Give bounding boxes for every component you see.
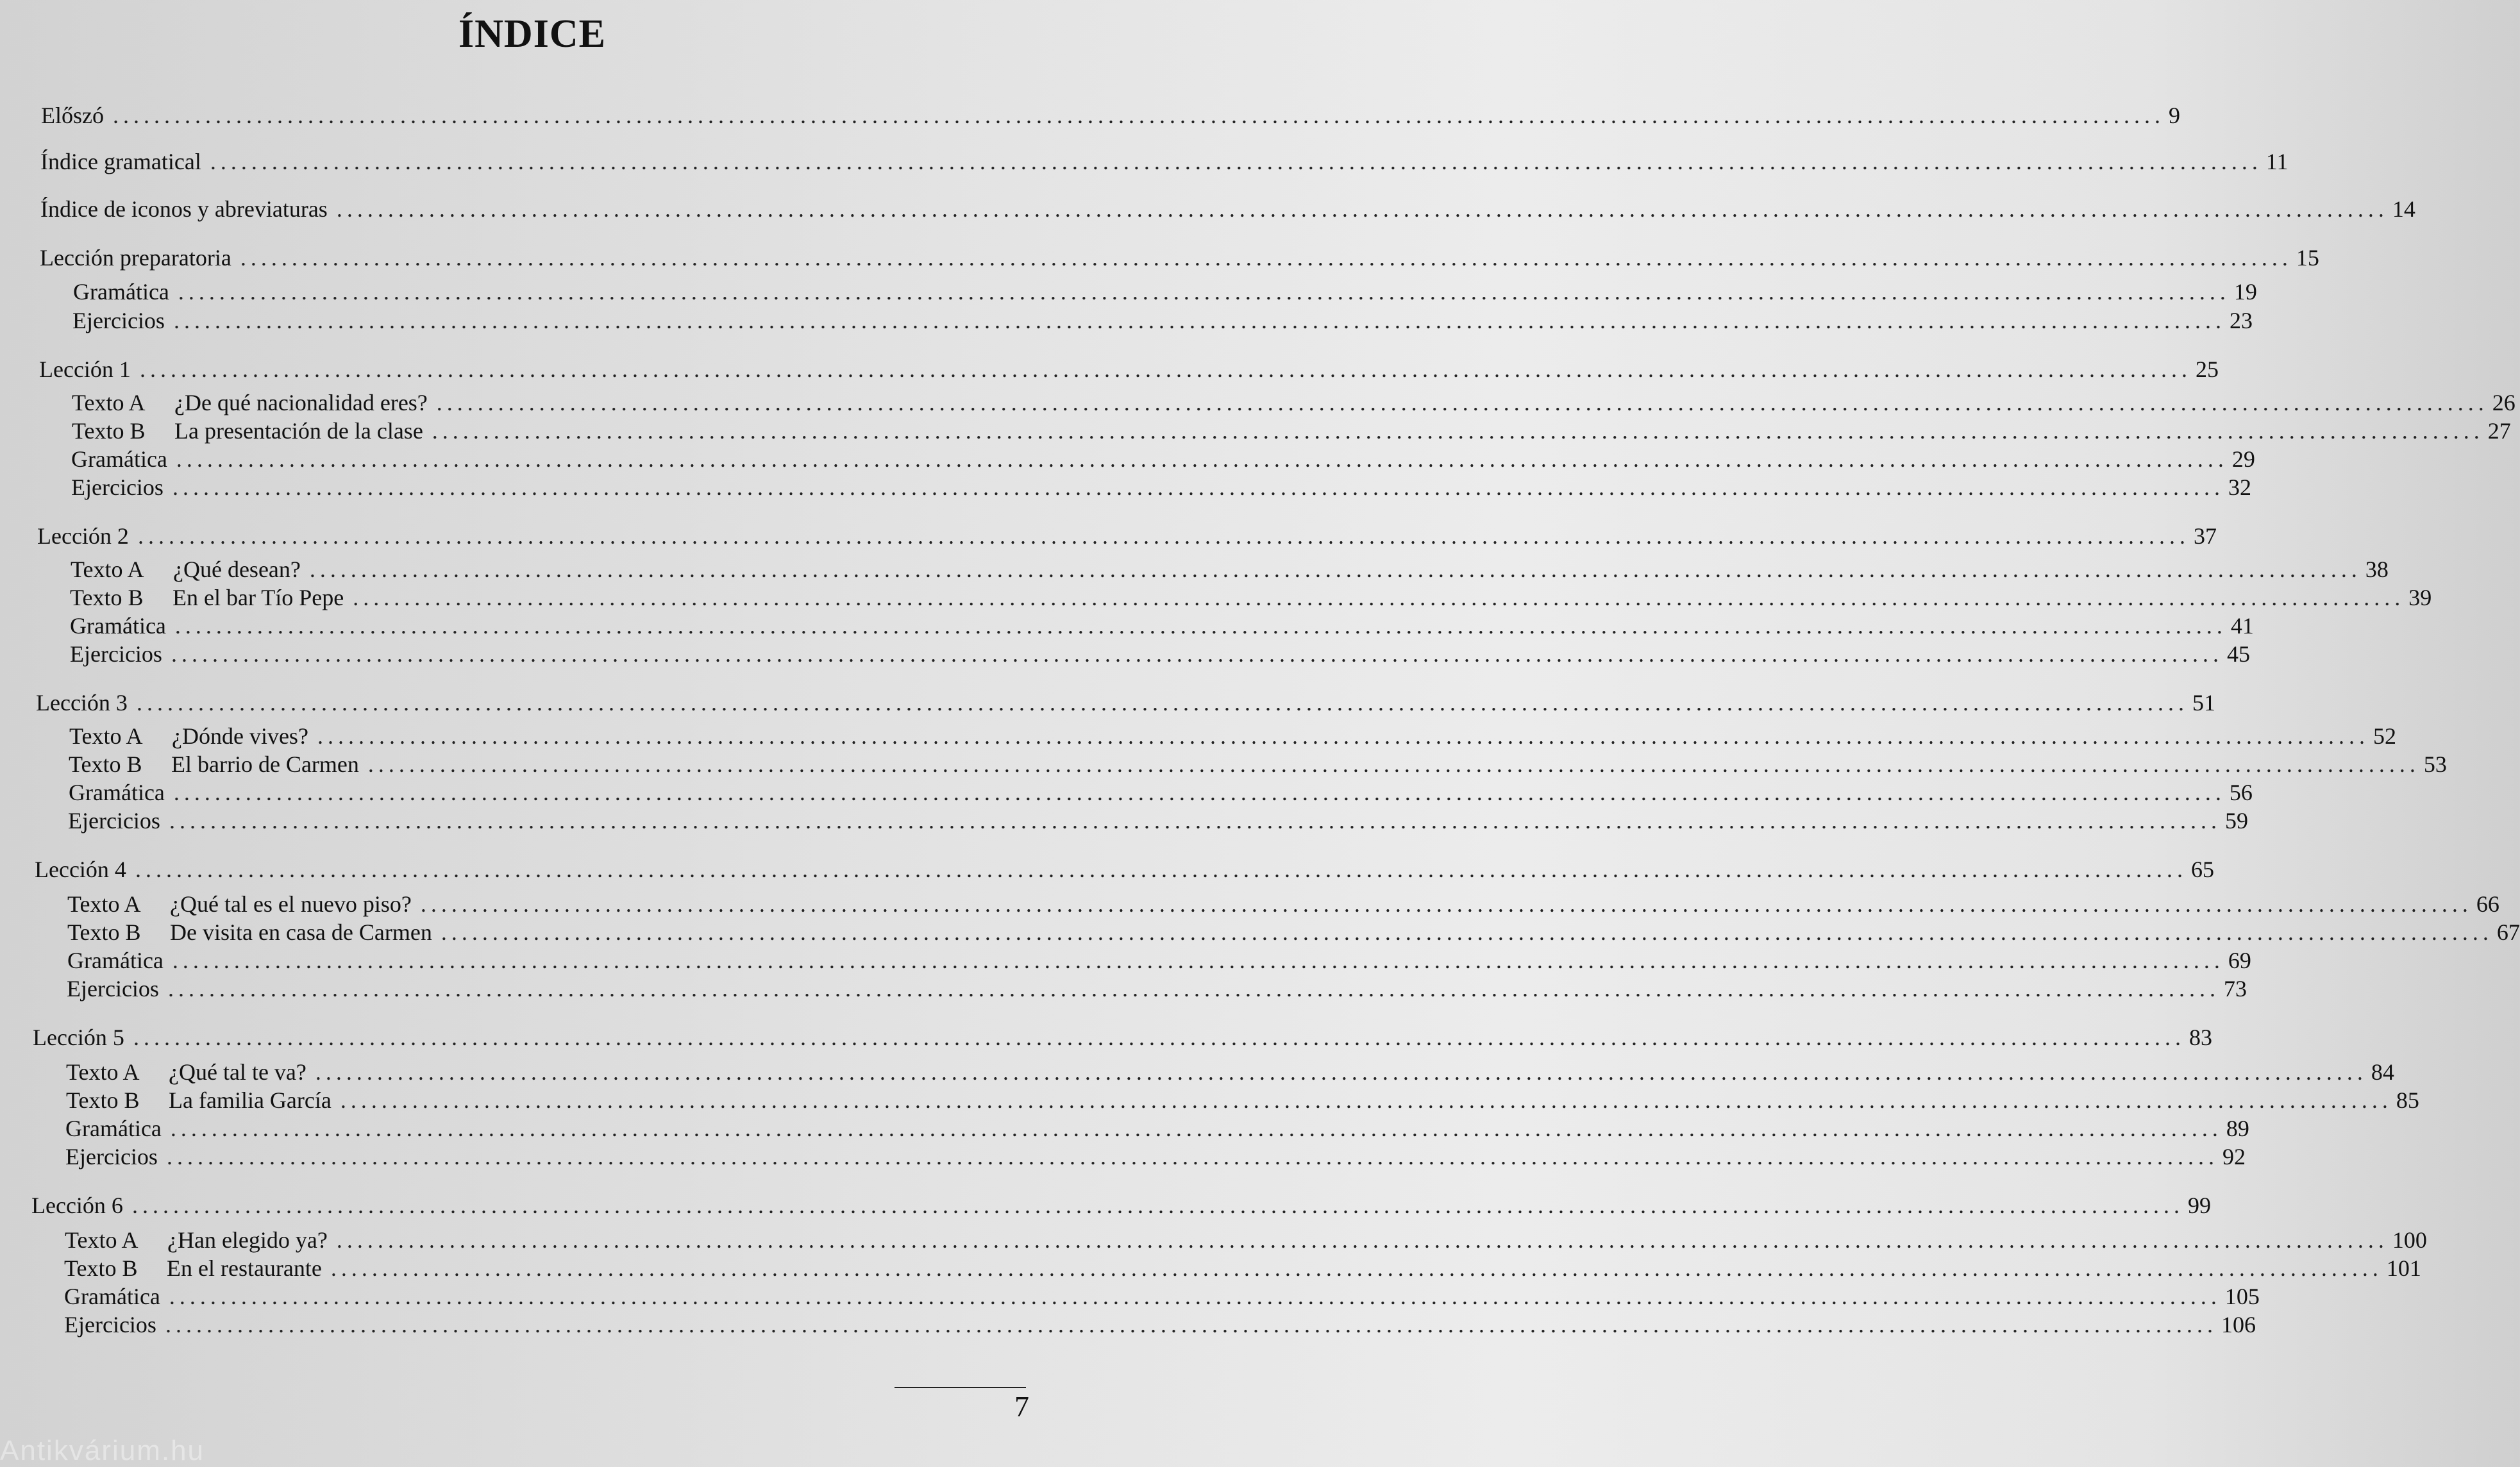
toc-page-number: 99: [2187, 1193, 2211, 1218]
dot-leader: ........................................................................................................................................................................................................: [315, 1059, 2367, 1085]
toc-entry-leccion-1: [39, 355, 2219, 383]
footer-rule: [895, 1387, 1026, 1388]
toc-entry-gramatica: [64, 1282, 2260, 1311]
toc-entry-ejercicios: [72, 306, 2253, 335]
toc-entry-leccion-4: [35, 855, 2214, 884]
toc-text-label: [69, 750, 359, 778]
dot-leader: ........................................................................................................................................................................................................: [367, 751, 2420, 777]
page-title: ÍNDICE: [458, 12, 606, 56]
toc-page-number: 53: [2423, 751, 2447, 777]
toc-entry-ejercicios: [71, 473, 2251, 501]
toc-text-label: [69, 722, 308, 750]
toc-entry-label: Lección 5: [33, 1025, 124, 1050]
toc-page-number: 32: [2228, 474, 2251, 500]
toc-text-topic: ¿Qué desean?: [173, 557, 301, 582]
toc-entry-gramatica: [65, 1114, 2249, 1143]
toc-page-number: 23: [2229, 308, 2253, 333]
dot-leader: ........................................................................................................................................................................................................: [336, 196, 2389, 222]
dot-leader: ........................................................................................................................................................................................................: [173, 308, 2226, 333]
toc-page-number: 92: [2222, 1144, 2246, 1169]
toc-text-code: Texto A: [72, 390, 146, 415]
toc-page-number: 84: [2371, 1059, 2394, 1085]
toc-entry-label: Ejercicios: [72, 308, 165, 333]
toc-text-topic: El barrio de Carmen: [171, 751, 359, 777]
toc-page-number: 101: [2386, 1255, 2421, 1281]
toc-text-code: Texto B: [70, 585, 144, 610]
toc-page-number: 27: [2487, 418, 2511, 444]
toc-page-number: 56: [2229, 780, 2253, 805]
dot-leader: ........................................................................................................................................................................................................: [330, 1255, 2383, 1281]
toc-entry-label: Lección 2: [37, 523, 129, 549]
toc-entry-ejercicios: [68, 807, 2248, 835]
toc-page-number: 67: [2496, 919, 2520, 945]
toc-entry-label: Índice gramatical: [40, 149, 201, 174]
toc-entry-texto-a: [72, 389, 2516, 417]
toc-entry-label: Gramática: [73, 279, 169, 305]
toc-page-number: 41: [2230, 613, 2254, 639]
toc-entry-indice-gramatical: [40, 147, 2289, 176]
toc-text-label: [66, 1086, 332, 1114]
toc-entry-texto-b: [66, 1086, 2419, 1114]
toc-entry-label: Gramática: [65, 1116, 162, 1141]
dot-leader: ........................................................................................................................................................................................................: [165, 1312, 2217, 1337]
toc-page-number: 59: [2224, 808, 2248, 834]
toc-page-number: 11: [2265, 149, 2289, 174]
toc-entry-texto-b: [67, 918, 2520, 946]
toc-page-number: 37: [2193, 523, 2217, 549]
toc-entry-indice-de-iconos-y-abreviaturas: [40, 195, 2415, 223]
toc-entry-ejercicios: [64, 1311, 2256, 1339]
toc-text-topic: ¿Qué tal te va?: [169, 1059, 307, 1085]
toc-entry-texto-b: [72, 417, 2511, 445]
toc-entry-label: Ejercicios: [71, 474, 164, 500]
toc-text-topic: De visita en casa de Carmen: [170, 919, 432, 945]
dot-leader: ........................................................................................................................................................................................................: [174, 613, 2227, 639]
toc-page-number: 29: [2231, 446, 2255, 472]
toc-entry-label: Lección 1: [39, 356, 131, 382]
toc-entry-leccion-3: [36, 689, 2215, 717]
toc-entry-label: Ejercicios: [65, 1144, 158, 1169]
dot-leader: ........................................................................................................................................................................................................: [210, 149, 2262, 174]
dot-leader: ........................................................................................................................................................................................................: [420, 891, 2473, 917]
toc-entry-label: Gramática: [70, 613, 166, 639]
toc-page-number: 65: [2190, 857, 2214, 882]
toc-entry-leccion-6: [31, 1191, 2211, 1220]
dot-leader: ........................................................................................................................................................................................................: [135, 857, 2187, 882]
toc-entry-ejercicios: [65, 1143, 2246, 1171]
toc-entry-label: Előszó: [41, 103, 104, 128]
toc-page-number: 106: [2221, 1312, 2256, 1337]
dot-leader: ........................................................................................................................................................................................................: [317, 723, 2369, 749]
dot-leader: ........................................................................................................................................................................................................: [169, 1284, 2221, 1309]
toc-text-code: Texto A: [71, 557, 144, 582]
toc-page-number: 85: [2396, 1087, 2419, 1113]
dot-leader: ........................................................................................................................................................................................................: [136, 690, 2188, 716]
toc-page-number: 26: [2492, 390, 2516, 415]
toc-entry-texto-a: [69, 722, 2396, 750]
toc-entry-texto-b: [64, 1254, 2421, 1282]
toc-text-topic: ¿Qué tal es el nuevo piso?: [170, 891, 412, 917]
toc-entry-gramatica: [67, 946, 2251, 975]
toc-text-code: Texto B: [67, 919, 141, 945]
toc-page-number: 100: [2392, 1227, 2427, 1253]
dot-leader: ........................................................................................................................................................................................................: [137, 523, 2190, 549]
toc-entry-leccion-2: [37, 522, 2217, 550]
dot-leader: ........................................................................................................................................................................................................: [112, 103, 2165, 128]
toc-page-number: 15: [2296, 245, 2319, 271]
dot-leader: ........................................................................................................................................................................................................: [436, 390, 2489, 415]
dot-leader: ........................................................................................................................................................................................................: [441, 919, 2493, 945]
toc-entry-texto-a: [67, 890, 2499, 918]
toc-entry-label: Lección preparatoria: [40, 245, 231, 271]
toc-entry-gramatica: [70, 612, 2254, 640]
toc-text-topic: En el restaurante: [167, 1255, 322, 1281]
toc-text-topic: La familia García: [169, 1087, 332, 1113]
dot-leader: ........................................................................................................................................................................................................: [353, 585, 2405, 610]
dot-leader: ........................................................................................................................................................................................................: [173, 780, 2226, 805]
dot-leader: ........................................................................................................................................................................................................: [178, 279, 2230, 305]
toc-entry-gramatica: [69, 778, 2253, 807]
toc-text-topic: ¿Dónde vives?: [172, 723, 308, 749]
toc-text-label: [70, 583, 344, 612]
toc-entry-texto-b: [69, 750, 2447, 778]
toc-entry-label: Ejercicios: [70, 641, 162, 667]
toc-text-code: Texto B: [64, 1255, 138, 1281]
dot-leader: ........................................................................................................................................................................................................: [171, 641, 2223, 667]
dot-leader: ........................................................................................................................................................................................................: [172, 948, 2224, 973]
toc-text-code: Texto A: [65, 1227, 139, 1253]
toc-text-label: [67, 918, 432, 946]
toc-entry-label: Lección 6: [31, 1193, 123, 1218]
toc-page-number: 66: [2476, 891, 2499, 917]
toc-entry-ejercicios: [70, 640, 2250, 668]
toc-page-number: 39: [2408, 585, 2432, 610]
toc-text-topic: ¿Han elegido ya?: [167, 1227, 328, 1253]
toc-entry-gramatica: [73, 278, 2257, 306]
toc-page-number: 9: [2168, 103, 2180, 128]
dot-leader: ........................................................................................................................................................................................................: [432, 418, 2484, 444]
toc-text-label: [64, 1254, 322, 1282]
toc-entry-label: Ejercicios: [68, 808, 160, 834]
toc-entry-label: Índice de iconos y abreviaturas: [40, 196, 328, 222]
toc-page-number: 19: [2233, 279, 2257, 305]
footer-page-number: 7: [1014, 1390, 1029, 1423]
toc-entry-label: Gramática: [64, 1284, 160, 1309]
toc-text-label: [65, 1226, 328, 1254]
dot-leader: ........................................................................................................................................................................................................: [133, 1025, 2185, 1050]
toc-page-number: 38: [2365, 557, 2389, 582]
toc-page-number: 69: [2228, 948, 2251, 973]
toc-page-number: 51: [2192, 690, 2215, 716]
toc-entry-label: Ejercicios: [64, 1312, 156, 1337]
toc-entry-texto-a: [65, 1226, 2427, 1254]
toc-entry-leccion-5: [33, 1023, 2212, 1052]
toc-page-number: 25: [2195, 356, 2219, 382]
toc-entry-label: Lección 3: [36, 690, 128, 716]
dot-leader: ........................................................................................................................................................................................................: [340, 1087, 2392, 1113]
toc-entry-eloszo: [41, 101, 2180, 130]
toc-page-number: 89: [2226, 1116, 2249, 1141]
toc-entry-texto-a: [71, 555, 2389, 583]
toc-text-topic: En el bar Tío Pepe: [172, 585, 344, 610]
toc-text-code: Texto A: [67, 891, 141, 917]
toc-text-code: Texto B: [69, 751, 142, 777]
toc-page-number: 83: [2188, 1025, 2212, 1050]
toc-text-label: [66, 1058, 307, 1086]
toc-page-number: 105: [2224, 1284, 2260, 1309]
toc-entry-texto-b: [70, 583, 2432, 612]
toc-entry-label: Gramática: [71, 446, 167, 472]
toc-entry-label: Ejercicios: [67, 976, 159, 1002]
toc-page-number: 73: [2223, 976, 2247, 1002]
dot-leader: ........................................................................................................................................................................................................: [169, 808, 2221, 834]
toc-text-code: Texto A: [66, 1059, 140, 1085]
dot-leader: ........................................................................................................................................................................................................: [309, 557, 2362, 582]
dot-leader: ........................................................................................................................................................................................................: [131, 1193, 2184, 1218]
dot-leader: ........................................................................................................................................................................................................: [167, 976, 2220, 1002]
dot-leader: ........................................................................................................................................................................................................: [240, 245, 2292, 271]
dot-leader: ........................................................................................................................................................................................................: [176, 446, 2228, 472]
toc-page-number: 52: [2373, 723, 2396, 749]
dot-leader: ........................................................................................................................................................................................................: [139, 356, 2192, 382]
toc-entry-label: Lección 4: [35, 857, 126, 882]
toc-page-number: 14: [2392, 196, 2415, 222]
toc-page-number: 45: [2226, 641, 2250, 667]
toc-entry-leccion-preparatoria: [40, 244, 2319, 272]
toc-text-label: [72, 389, 428, 417]
watermark: Antikvárium.hu: [0, 1435, 205, 1466]
dot-leader: ........................................................................................................................................................................................................: [336, 1227, 2389, 1253]
dot-leader: ........................................................................................................................................................................................................: [172, 474, 2224, 500]
toc-entry-gramatica: [71, 445, 2255, 473]
toc-text-code: Texto B: [72, 418, 146, 444]
toc-entry-texto-a: [66, 1058, 2394, 1086]
toc-entry-ejercicios: [67, 975, 2247, 1003]
toc-text-label: [71, 555, 301, 583]
toc-entry-label: Gramática: [67, 948, 164, 973]
toc-text-label: [67, 890, 412, 918]
toc-text-label: [72, 417, 423, 445]
dot-leader: ........................................................................................................................................................................................................: [166, 1144, 2219, 1169]
dot-leader: ........................................................................................................................................................................................................: [170, 1116, 2222, 1141]
toc-text-code: Texto B: [66, 1087, 140, 1113]
toc-text-topic: La presentación de la clase: [174, 418, 423, 444]
toc-text-topic: ¿De qué nacionalidad eres?: [174, 390, 428, 415]
toc-entry-label: Gramática: [69, 780, 165, 805]
toc-text-code: Texto A: [69, 723, 143, 749]
